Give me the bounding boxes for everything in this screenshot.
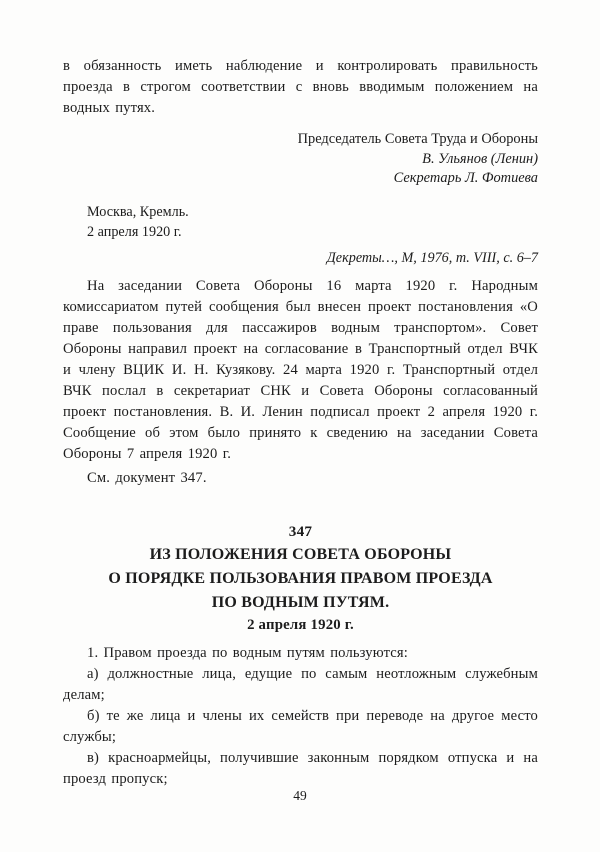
document-date: 2 апреля 1920 г. <box>247 616 354 633</box>
document-title-line-2: О ПОРЯДКЕ ПОЛЬЗОВАНИЯ ПРАВОМ ПРОЕЗДА <box>108 569 493 587</box>
signature-block <box>63 130 538 189</box>
see-document-note: См. документ 347. <box>87 469 207 486</box>
dateline-date: 2 апреля 1920 г. <box>87 223 182 240</box>
signature-title: Председатель Совета Труда и Обороны <box>297 131 538 147</box>
provisions-list <box>63 643 538 790</box>
page-number: 49 <box>293 788 307 803</box>
provision-item: 1. Правом проезда по водным путям пользуются: <box>87 644 408 661</box>
dateline <box>63 202 538 242</box>
source-citation: Декреты…, М, 1976, т. VIII, с. 6–7 <box>326 249 538 266</box>
provision-item: а) должностные лица, едущие по самым неотложным служебным делам; <box>63 665 538 703</box>
document-title-line-3: ПО ВОДНЫМ ПУТЯМ. <box>211 593 390 611</box>
document-heading <box>63 521 538 635</box>
document-number: 347 <box>288 522 313 540</box>
document-title-line-1: ИЗ ПОЛОЖЕНИЯ СОВЕТА ОБОРОНЫ <box>149 545 452 563</box>
continuation-paragraph: в обязанность иметь наблюдение и контролировать правильность проезда в строгом соответствии с вновь вводимым положением на водных путях. <box>63 58 538 116</box>
provision-item: б) те же лица и члены их семейств при переводе на другое место службы; <box>63 707 538 745</box>
provision-item: в) красноармейцы, получившие законным порядком отпуска и на проезд пропуск; <box>63 749 538 787</box>
signature-name: В. Ульянов (Ленин) <box>422 150 538 167</box>
dateline-place: Москва, Кремль. <box>87 203 189 220</box>
commentary-paragraph: На заседании Совета Обороны 16 марта 1920 г. Народным комиссариатом путей сообщения был внесен проект постановления «О праве пользования для пассажиров водным транспортом». Совет Обороны направил проект на согласование в Транспортный отдел ВЧК и члену ВЦИК И. Н. Кузякову. 24 марта 1920 г. Транспортный отдел ВЧК послал в секретариат СНК и Совета Обороны согласованный проект постановления. В. И. Ленин подписал проект 2 апреля 1920 г. Сообщение об этом было принято к сведению на заседании Совета Обороны 7 апреля 1920 г. <box>63 277 538 462</box>
signature-secretary: Секретарь Л. Фотиева <box>393 170 538 186</box>
